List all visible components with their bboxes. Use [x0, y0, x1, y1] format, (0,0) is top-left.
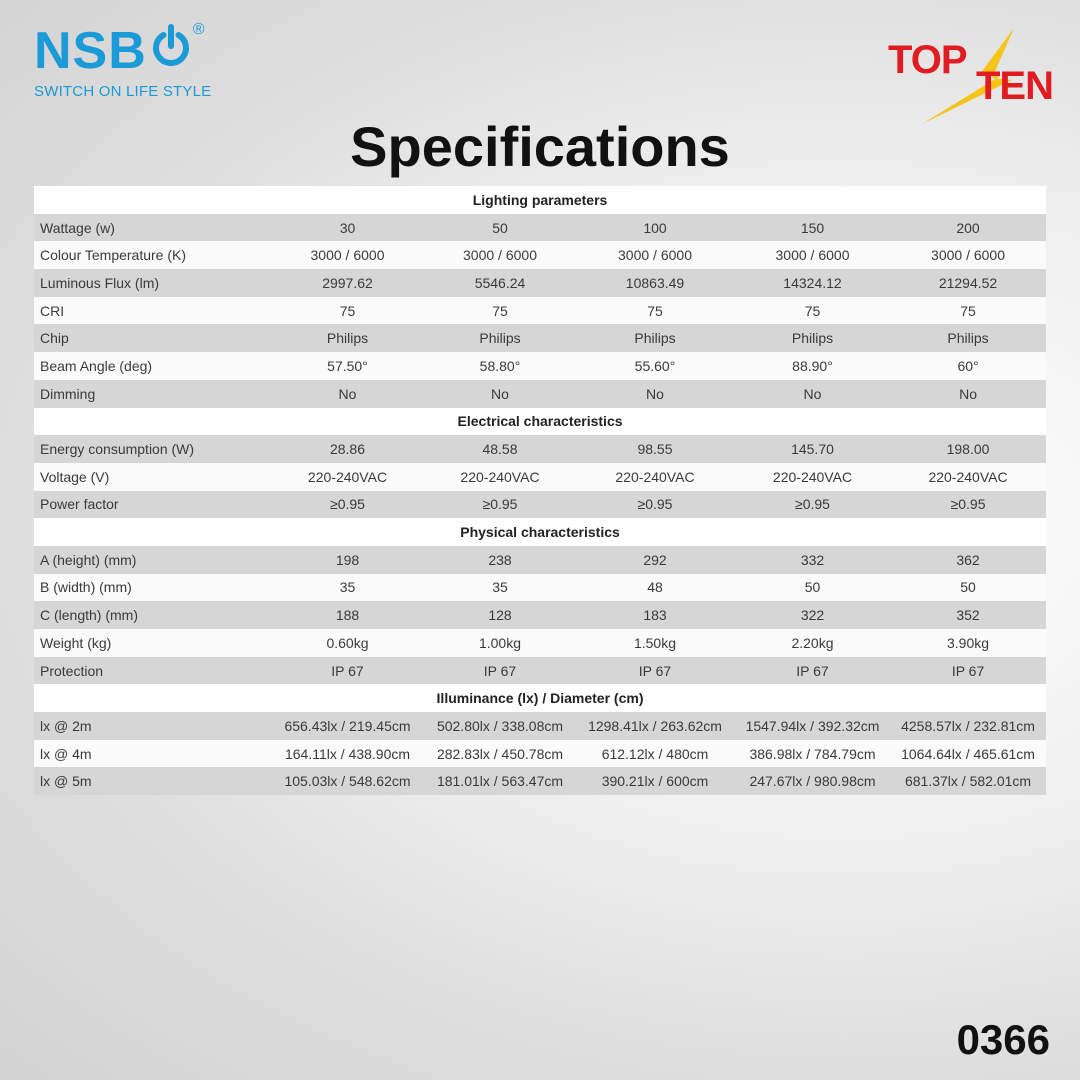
- table-cell: 145.70: [735, 435, 890, 463]
- row-label: Voltage (V): [34, 463, 270, 491]
- table-row: [34, 491, 1046, 519]
- table-cell: 4258.57lx / 232.81cm: [890, 712, 1046, 740]
- table-cell: 220-240VAC: [735, 463, 890, 491]
- table-cell: 10863.49: [575, 269, 735, 297]
- row-label: Protection: [34, 657, 270, 685]
- row-label: CRI: [34, 297, 270, 325]
- row-label: Luminous Flux (lm): [34, 269, 270, 297]
- table-cell: 188: [270, 601, 425, 629]
- table-row: [34, 767, 1046, 795]
- table-cell: 220-240VAC: [575, 463, 735, 491]
- table-cell: 332: [735, 546, 890, 574]
- table-cell: 220-240VAC: [890, 463, 1046, 491]
- table-row: [34, 352, 1046, 380]
- table-cell: 656.43lx / 219.45cm: [270, 712, 425, 740]
- table-cell: 75: [425, 297, 575, 325]
- table-cell: 220-240VAC: [425, 463, 575, 491]
- table-cell: ≥0.95: [270, 491, 425, 519]
- table-cell: 362: [890, 546, 1046, 574]
- table-cell: 3.90kg: [890, 629, 1046, 657]
- row-label: Dimming: [34, 380, 270, 408]
- table-cell: 502.80lx / 338.08cm: [425, 712, 575, 740]
- table-cell: 48.58: [425, 435, 575, 463]
- power-icon: [151, 24, 191, 77]
- row-label: lx @ 2m: [34, 712, 270, 740]
- table-cell: 292: [575, 546, 735, 574]
- section-title: Lighting parameters: [34, 186, 1046, 214]
- table-cell: 3000 / 6000: [890, 241, 1046, 269]
- table-cell: 352: [890, 601, 1046, 629]
- table-cell: ≥0.95: [890, 491, 1046, 519]
- row-label: B (width) (mm): [34, 574, 270, 602]
- table-row: [34, 546, 1046, 574]
- table-cell: 14324.12: [735, 269, 890, 297]
- table-cell: 75: [735, 297, 890, 325]
- table-cell: No: [575, 380, 735, 408]
- table-cell: 322: [735, 601, 890, 629]
- product-code: 0366: [956, 1016, 1050, 1063]
- table-cell: 1.50kg: [575, 629, 735, 657]
- table-cell: IP 67: [890, 657, 1046, 685]
- table-cell: 200: [890, 214, 1046, 242]
- table-cell: IP 67: [735, 657, 890, 685]
- section-header: [34, 408, 1046, 436]
- table-cell: Philips: [425, 324, 575, 352]
- table-cell: 105.03lx / 548.62cm: [270, 767, 425, 795]
- table-cell: 150: [735, 214, 890, 242]
- table-cell: 55.60°: [575, 352, 735, 380]
- row-label: Energy consumption (W): [34, 435, 270, 463]
- table-cell: 48: [575, 574, 735, 602]
- table-cell: IP 67: [270, 657, 425, 685]
- table-cell: 58.80°: [425, 352, 575, 380]
- row-label: Colour Temperature (K): [34, 241, 270, 269]
- row-label: Beam Angle (deg): [34, 352, 270, 380]
- table-cell: 1547.94lx / 392.32cm: [735, 712, 890, 740]
- table-cell: 75: [270, 297, 425, 325]
- table-cell: No: [270, 380, 425, 408]
- table-row: [34, 712, 1046, 740]
- table-cell: 5546.24: [425, 269, 575, 297]
- table-cell: 50: [735, 574, 890, 602]
- table-cell: 50: [890, 574, 1046, 602]
- table-row: [34, 380, 1046, 408]
- row-label: Weight (kg): [34, 629, 270, 657]
- table-cell: No: [890, 380, 1046, 408]
- table-cell: ≥0.95: [425, 491, 575, 519]
- logo-tagline: SWITCH ON LIFE STYLE: [34, 83, 212, 100]
- row-label: Power factor: [34, 491, 270, 519]
- table-row: [34, 214, 1046, 242]
- table-cell: 181.01lx / 563.47cm: [425, 767, 575, 795]
- table-cell: No: [735, 380, 890, 408]
- table-cell: 3000 / 6000: [735, 241, 890, 269]
- section-title: Electrical characteristics: [34, 408, 1046, 436]
- table-cell: 35: [270, 574, 425, 602]
- table-cell: Philips: [735, 324, 890, 352]
- table-cell: 88.90°: [735, 352, 890, 380]
- top-ten-badge: [884, 26, 1060, 126]
- table-row: [34, 435, 1046, 463]
- table-cell: 98.55: [575, 435, 735, 463]
- table-row: [34, 269, 1046, 297]
- row-label: lx @ 4m: [34, 740, 270, 768]
- section-title: Illuminance (lx) / Diameter (cm): [34, 684, 1046, 712]
- table-cell: 612.12lx / 480cm: [575, 740, 735, 768]
- table-cell: 3000 / 6000: [575, 241, 735, 269]
- row-label: Chip: [34, 324, 270, 352]
- table-cell: Philips: [575, 324, 735, 352]
- table-cell: Philips: [890, 324, 1046, 352]
- page-title: Specifications: [350, 115, 730, 178]
- table-cell: 198: [270, 546, 425, 574]
- table-row: [34, 740, 1046, 768]
- table-cell: 247.67lx / 980.98cm: [735, 767, 890, 795]
- table-row: [34, 324, 1046, 352]
- table-cell: 198.00: [890, 435, 1046, 463]
- table-row: [34, 297, 1046, 325]
- table-cell: 183: [575, 601, 735, 629]
- table-cell: ≥0.95: [575, 491, 735, 519]
- table-cell: 390.21lx / 600cm: [575, 767, 735, 795]
- table-cell: 21294.52: [890, 269, 1046, 297]
- table-cell: 3000 / 6000: [425, 241, 575, 269]
- table-cell: No: [425, 380, 575, 408]
- table-cell: 2.20kg: [735, 629, 890, 657]
- table-cell: 386.98lx / 784.79cm: [735, 740, 890, 768]
- nsb-logo: [34, 21, 212, 100]
- logo-wordmark: [34, 21, 211, 80]
- specifications-table: [34, 186, 1046, 795]
- row-label: A (height) (mm): [34, 546, 270, 574]
- table-cell: IP 67: [575, 657, 735, 685]
- table-row: [34, 657, 1046, 685]
- table-cell: 30: [270, 214, 425, 242]
- logo-text: NSB: [34, 21, 147, 80]
- table-cell: 57.50°: [270, 352, 425, 380]
- table-cell: 75: [575, 297, 735, 325]
- table-cell: 60°: [890, 352, 1046, 380]
- row-label: lx @ 5m: [34, 767, 270, 795]
- table-cell: 50: [425, 214, 575, 242]
- table-cell: 1064.64lx / 465.61cm: [890, 740, 1046, 768]
- table-row: [34, 241, 1046, 269]
- table-cell: 1.00kg: [425, 629, 575, 657]
- table-row: [34, 463, 1046, 491]
- table-cell: 1298.41lx / 263.62cm: [575, 712, 735, 740]
- row-label: Wattage (w): [34, 214, 270, 242]
- table-cell: 220-240VAC: [270, 463, 425, 491]
- table-row: [34, 629, 1046, 657]
- table-cell: 75: [890, 297, 1046, 325]
- row-label: C (length) (mm): [34, 601, 270, 629]
- table-cell: Philips: [270, 324, 425, 352]
- top-ten-text-top: TOP: [888, 38, 967, 82]
- table-cell: 128: [425, 601, 575, 629]
- table-cell: IP 67: [425, 657, 575, 685]
- section-header: [34, 684, 1046, 712]
- registered-mark: ®: [192, 21, 206, 38]
- table-cell: 35: [425, 574, 575, 602]
- table-cell: 2997.62: [270, 269, 425, 297]
- section-title: Physical characteristics: [34, 518, 1046, 546]
- top-ten-text-bottom: TEN: [976, 64, 1053, 108]
- table-cell: 28.86: [270, 435, 425, 463]
- table-cell: 3000 / 6000: [270, 241, 425, 269]
- table-cell: 0.60kg: [270, 629, 425, 657]
- table-cell: 681.37lx / 582.01cm: [890, 767, 1046, 795]
- table-cell: 282.83lx / 450.78cm: [425, 740, 575, 768]
- table-row: [34, 601, 1046, 629]
- section-header: [34, 518, 1046, 546]
- section-header: [34, 186, 1046, 214]
- table-cell: 238: [425, 546, 575, 574]
- table-cell: 100: [575, 214, 735, 242]
- table-cell: ≥0.95: [735, 491, 890, 519]
- table-row: [34, 574, 1046, 602]
- table-cell: 164.11lx / 438.90cm: [270, 740, 425, 768]
